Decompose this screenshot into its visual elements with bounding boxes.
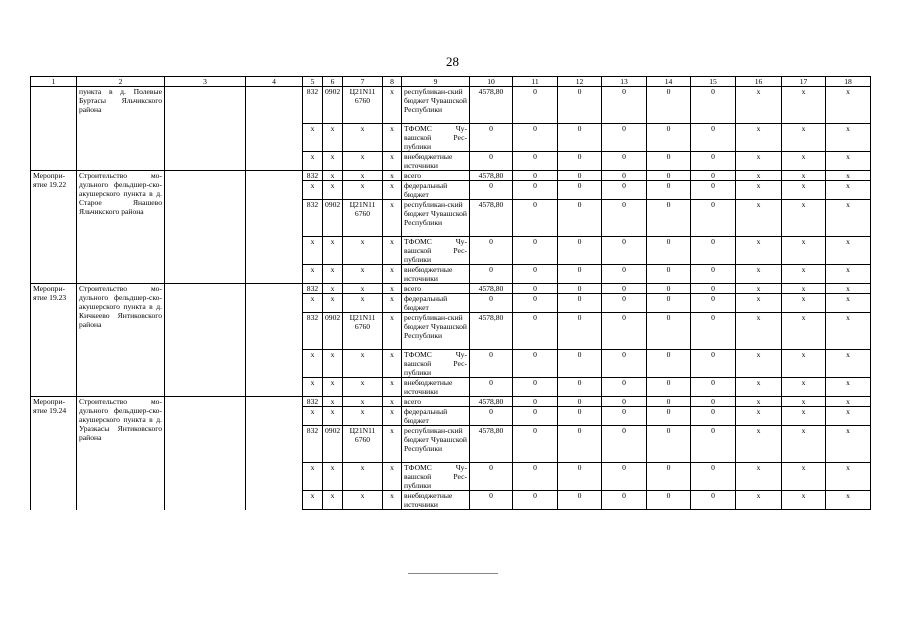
cell-c12: 0 xyxy=(558,378,602,397)
cell-c7: х xyxy=(343,397,383,407)
column-number: 7 xyxy=(343,77,383,87)
cell-c18: х xyxy=(826,87,871,124)
table-row xyxy=(31,87,871,124)
funding-source: федеральный бюджет xyxy=(402,294,470,313)
cell-c7: х xyxy=(343,124,383,152)
cell-c15: 0 xyxy=(691,171,736,181)
cell-c13: 0 xyxy=(602,294,647,313)
cell-c17: х xyxy=(782,181,826,200)
cell-c7: х xyxy=(343,463,383,491)
column-number: 2 xyxy=(77,77,165,87)
cell-c12: 0 xyxy=(558,407,602,426)
cell-c10: 0 xyxy=(470,124,513,152)
cell-c13: 0 xyxy=(602,237,647,265)
cell-c14: 0 xyxy=(647,181,691,200)
cell-c12: 0 xyxy=(558,463,602,491)
event-title: Строительство мо-дульного фельдшер-ско-акушерского пункта в д. Уразкасы Янтиковского района xyxy=(77,397,165,510)
cell-c16: х xyxy=(736,152,782,171)
cell-c14: 0 xyxy=(647,237,691,265)
empty-cell xyxy=(165,397,246,510)
cell-c7: Ц21N11 6760 xyxy=(343,313,383,350)
cell-c15: 0 xyxy=(691,181,736,200)
cell-c7: х xyxy=(343,491,383,510)
event-label: Меропри-ятие 19.23 xyxy=(31,284,77,397)
cell-c8: х xyxy=(383,350,402,378)
cell-c12: 0 xyxy=(558,491,602,510)
cell-c17: х xyxy=(782,237,826,265)
cell-c10: 4578,80 xyxy=(470,284,513,294)
budget-table xyxy=(30,76,871,510)
cell-c12: 0 xyxy=(558,350,602,378)
cell-c10: 4578,80 xyxy=(470,313,513,350)
cell-c5: х xyxy=(303,237,323,265)
cell-c12: 0 xyxy=(558,87,602,124)
cell-c16: х xyxy=(736,407,782,426)
cell-c10: 0 xyxy=(470,237,513,265)
empty-cell xyxy=(165,171,246,284)
cell-c14: 0 xyxy=(647,284,691,294)
cell-c12: 0 xyxy=(558,426,602,463)
cell-c14: 0 xyxy=(647,265,691,284)
cell-c8: х xyxy=(383,152,402,171)
cell-c18: х xyxy=(826,181,871,200)
cell-c13: 0 xyxy=(602,265,647,284)
cell-c12: 0 xyxy=(558,124,602,152)
cell-c12: 0 xyxy=(558,294,602,313)
cell-c7: х xyxy=(343,181,383,200)
cell-c14: 0 xyxy=(647,463,691,491)
cell-c18: х xyxy=(826,378,871,397)
cell-c15: 0 xyxy=(691,124,736,152)
cell-c12: 0 xyxy=(558,397,602,407)
cell-c11: 0 xyxy=(513,294,558,313)
footer-rule xyxy=(408,573,498,574)
column-number: 3 xyxy=(165,77,246,87)
cell-c6: 0902 xyxy=(323,426,343,463)
funding-source: федеральный бюджет xyxy=(402,407,470,426)
cell-c7: х xyxy=(343,152,383,171)
cell-c6: х xyxy=(323,284,343,294)
cell-c14: 0 xyxy=(647,407,691,426)
cell-c8: х xyxy=(383,200,402,237)
cell-c13: 0 xyxy=(602,407,647,426)
column-number: 14 xyxy=(647,77,691,87)
cell-c17: х xyxy=(782,87,826,124)
event-title: Строительство мо-дульного фельдшер-ско-акушерского пункта в д. Кичкеево Янтиковского района xyxy=(77,284,165,397)
cell-c5: 832 xyxy=(303,284,323,294)
empty-cell xyxy=(246,87,303,171)
cell-c10: 0 xyxy=(470,491,513,510)
cell-c17: х xyxy=(782,171,826,181)
cell-c14: 0 xyxy=(647,426,691,463)
cell-c12: 0 xyxy=(558,265,602,284)
cell-c13: 0 xyxy=(602,200,647,237)
cell-c14: 0 xyxy=(647,491,691,510)
cell-c18: х xyxy=(826,350,871,378)
cell-c5: х xyxy=(303,463,323,491)
cell-c16: х xyxy=(736,397,782,407)
cell-c5: х xyxy=(303,265,323,284)
cell-c11: 0 xyxy=(513,181,558,200)
cell-c5: х xyxy=(303,491,323,510)
cell-c8: х xyxy=(383,181,402,200)
cell-c16: х xyxy=(736,265,782,284)
column-header-row xyxy=(31,77,871,87)
cell-c16: х xyxy=(736,284,782,294)
cell-c8: х xyxy=(383,124,402,152)
cell-c8: х xyxy=(383,313,402,350)
cell-c7: х xyxy=(343,378,383,397)
cell-c13: 0 xyxy=(602,463,647,491)
funding-source: республикан-ский бюджет Чувашской Республики xyxy=(402,200,470,237)
funding-source: республикан-ский бюджет Чувашской Республики xyxy=(402,313,470,350)
cell-c16: х xyxy=(736,87,782,124)
column-number: 16 xyxy=(736,77,782,87)
cell-c6: х xyxy=(323,463,343,491)
cell-c15: 0 xyxy=(691,491,736,510)
cell-c6: х xyxy=(323,237,343,265)
column-number: 9 xyxy=(402,77,470,87)
cell-c11: 0 xyxy=(513,426,558,463)
funding-source: внебюджетные источники xyxy=(402,265,470,284)
cell-c17: х xyxy=(782,284,826,294)
cell-c17: х xyxy=(782,313,826,350)
cell-c7: х xyxy=(343,350,383,378)
cell-c13: 0 xyxy=(602,124,647,152)
empty-cell xyxy=(246,171,303,284)
cell-c11: 0 xyxy=(513,491,558,510)
cell-c10: 4578,80 xyxy=(470,87,513,124)
funding-source: ТФОМС Чу-вашской Рес-публики xyxy=(402,237,470,265)
cell-c17: х xyxy=(782,491,826,510)
cell-c8: х xyxy=(383,426,402,463)
cell-c16: х xyxy=(736,313,782,350)
cell-c15: 0 xyxy=(691,200,736,237)
cell-c5: х xyxy=(303,152,323,171)
cell-c18: х xyxy=(826,284,871,294)
cell-c5: х xyxy=(303,407,323,426)
cell-c15: 0 xyxy=(691,237,736,265)
cell-c17: х xyxy=(782,152,826,171)
cell-c13: 0 xyxy=(602,313,647,350)
cell-c7: х xyxy=(343,294,383,313)
cell-c11: 0 xyxy=(513,237,558,265)
table-row xyxy=(31,171,871,181)
cell-c15: 0 xyxy=(691,426,736,463)
cell-c16: х xyxy=(736,491,782,510)
cell-c14: 0 xyxy=(647,152,691,171)
cell-c17: х xyxy=(782,350,826,378)
cell-c6: х xyxy=(323,171,343,181)
cell-c14: 0 xyxy=(647,397,691,407)
cell-c16: х xyxy=(736,200,782,237)
cell-c8: х xyxy=(383,284,402,294)
table-row xyxy=(31,397,871,407)
cell-c10: 0 xyxy=(470,407,513,426)
cell-c10: 0 xyxy=(470,265,513,284)
cell-c18: х xyxy=(826,397,871,407)
cell-c10: 0 xyxy=(470,350,513,378)
cell-c11: 0 xyxy=(513,152,558,171)
cell-c14: 0 xyxy=(647,350,691,378)
cell-c16: х xyxy=(736,426,782,463)
cell-c11: 0 xyxy=(513,378,558,397)
cell-c18: х xyxy=(826,265,871,284)
cell-c8: х xyxy=(383,237,402,265)
cell-c11: 0 xyxy=(513,463,558,491)
empty-cell xyxy=(165,284,246,397)
funding-source: всего xyxy=(402,171,470,181)
cell-c18: х xyxy=(826,294,871,313)
cell-c6: х xyxy=(323,407,343,426)
cell-c16: х xyxy=(736,237,782,265)
cell-c8: х xyxy=(383,294,402,313)
cell-c15: 0 xyxy=(691,152,736,171)
column-number: 4 xyxy=(246,77,303,87)
column-number: 11 xyxy=(513,77,558,87)
cell-c18: х xyxy=(826,313,871,350)
funding-source: внебюджетные источники xyxy=(402,491,470,510)
cell-c13: 0 xyxy=(602,87,647,124)
cell-c14: 0 xyxy=(647,313,691,350)
cell-c18: х xyxy=(826,407,871,426)
cell-c13: 0 xyxy=(602,350,647,378)
cell-c7: х xyxy=(343,407,383,426)
cell-c7: х xyxy=(343,237,383,265)
event-title: пункта в д. Полевые Буртасы Яльчикского района xyxy=(77,87,165,171)
cell-c10: 0 xyxy=(470,294,513,313)
event-label: Меропри-ятие 19.24 xyxy=(31,397,77,510)
cell-c7: х xyxy=(343,171,383,181)
cell-c13: 0 xyxy=(602,397,647,407)
cell-c6: х xyxy=(323,294,343,313)
cell-c12: 0 xyxy=(558,200,602,237)
cell-c11: 0 xyxy=(513,124,558,152)
cell-c18: х xyxy=(826,463,871,491)
cell-c15: 0 xyxy=(691,313,736,350)
cell-c5: 832 xyxy=(303,200,323,237)
cell-c17: х xyxy=(782,426,826,463)
cell-c11: 0 xyxy=(513,171,558,181)
cell-c10: 0 xyxy=(470,378,513,397)
cell-c10: 0 xyxy=(470,181,513,200)
cell-c6: х xyxy=(323,397,343,407)
column-number: 12 xyxy=(558,77,602,87)
cell-c10: 4578,80 xyxy=(470,171,513,181)
cell-c16: х xyxy=(736,463,782,491)
cell-c10: 4578,80 xyxy=(470,200,513,237)
cell-c10: 4578,80 xyxy=(470,426,513,463)
cell-c12: 0 xyxy=(558,237,602,265)
cell-c17: х xyxy=(782,407,826,426)
empty-cell xyxy=(246,397,303,510)
cell-c8: х xyxy=(383,463,402,491)
cell-c12: 0 xyxy=(558,313,602,350)
cell-c11: 0 xyxy=(513,313,558,350)
cell-c11: 0 xyxy=(513,397,558,407)
cell-c13: 0 xyxy=(602,284,647,294)
cell-c5: 832 xyxy=(303,171,323,181)
cell-c10: 0 xyxy=(470,463,513,491)
empty-cell xyxy=(165,87,246,171)
cell-c17: х xyxy=(782,124,826,152)
funding-source: ТФОМС Чу-вашской Рес-публики xyxy=(402,350,470,378)
cell-c8: х xyxy=(383,87,402,124)
cell-c18: х xyxy=(826,426,871,463)
cell-c18: х xyxy=(826,124,871,152)
column-number: 8 xyxy=(383,77,402,87)
cell-c8: х xyxy=(383,265,402,284)
cell-c5: х xyxy=(303,378,323,397)
funding-source: республикан-ский бюджет Чувашской Республики xyxy=(402,87,470,124)
column-number: 18 xyxy=(826,77,871,87)
cell-c15: 0 xyxy=(691,294,736,313)
funding-source: всего xyxy=(402,397,470,407)
empty-cell xyxy=(246,284,303,397)
funding-source: федеральный бюджет xyxy=(402,181,470,200)
cell-c16: х xyxy=(736,171,782,181)
cell-c17: х xyxy=(782,463,826,491)
cell-c6: 0902 xyxy=(323,200,343,237)
cell-c11: 0 xyxy=(513,350,558,378)
cell-c5: 832 xyxy=(303,397,323,407)
cell-c16: х xyxy=(736,294,782,313)
cell-c7: Ц21N11 6760 xyxy=(343,426,383,463)
cell-c6: х xyxy=(323,350,343,378)
cell-c13: 0 xyxy=(602,152,647,171)
cell-c15: 0 xyxy=(691,265,736,284)
cell-c17: х xyxy=(782,378,826,397)
cell-c11: 0 xyxy=(513,200,558,237)
cell-c6: х xyxy=(323,181,343,200)
cell-c11: 0 xyxy=(513,284,558,294)
cell-c8: х xyxy=(383,491,402,510)
cell-c16: х xyxy=(736,181,782,200)
cell-c5: х xyxy=(303,350,323,378)
cell-c15: 0 xyxy=(691,284,736,294)
cell-c8: х xyxy=(383,171,402,181)
cell-c18: х xyxy=(826,491,871,510)
cell-c14: 0 xyxy=(647,87,691,124)
cell-c7: х xyxy=(343,284,383,294)
cell-c6: х xyxy=(323,491,343,510)
cell-c6: 0902 xyxy=(323,87,343,124)
page-number: 28 xyxy=(446,54,459,69)
cell-c6: х xyxy=(323,378,343,397)
funding-source: внебюджетные источники xyxy=(402,378,470,397)
funding-source: ТФОМС Чу-вашской Рес-публики xyxy=(402,124,470,152)
cell-c6: 0902 xyxy=(323,313,343,350)
cell-c13: 0 xyxy=(602,181,647,200)
cell-c8: х xyxy=(383,397,402,407)
cell-c13: 0 xyxy=(602,426,647,463)
cell-c18: х xyxy=(826,152,871,171)
cell-c5: 832 xyxy=(303,426,323,463)
cell-c5: 832 xyxy=(303,313,323,350)
cell-c5: х xyxy=(303,181,323,200)
cell-c13: 0 xyxy=(602,171,647,181)
event-label: Меропри-ятие 19.22 xyxy=(31,171,77,284)
cell-c5: 832 xyxy=(303,87,323,124)
funding-source: внебюджетные источники xyxy=(402,152,470,171)
column-number: 15 xyxy=(691,77,736,87)
cell-c8: х xyxy=(383,407,402,426)
column-number: 13 xyxy=(602,77,647,87)
cell-c17: х xyxy=(782,200,826,237)
cell-c7: Ц21N11 6760 xyxy=(343,200,383,237)
cell-c12: 0 xyxy=(558,181,602,200)
cell-c16: х xyxy=(736,378,782,397)
cell-c15: 0 xyxy=(691,407,736,426)
cell-c17: х xyxy=(782,294,826,313)
cell-c18: х xyxy=(826,171,871,181)
cell-c16: х xyxy=(736,124,782,152)
cell-c10: 0 xyxy=(470,152,513,171)
cell-c7: х xyxy=(343,265,383,284)
cell-c14: 0 xyxy=(647,200,691,237)
cell-c13: 0 xyxy=(602,491,647,510)
column-number: 5 xyxy=(303,77,323,87)
cell-c14: 0 xyxy=(647,124,691,152)
column-number: 10 xyxy=(470,77,513,87)
cell-c12: 0 xyxy=(558,284,602,294)
cell-c11: 0 xyxy=(513,265,558,284)
cell-c11: 0 xyxy=(513,87,558,124)
cell-c11: 0 xyxy=(513,407,558,426)
funding-source: республикан-ский бюджет Чувашской Республики xyxy=(402,426,470,463)
cell-c18: х xyxy=(826,200,871,237)
column-number: 17 xyxy=(782,77,826,87)
funding-source: ТФОМС Чу-вашской Рес-публики xyxy=(402,463,470,491)
cell-c5: х xyxy=(303,124,323,152)
cell-c14: 0 xyxy=(647,294,691,313)
cell-c18: х xyxy=(826,237,871,265)
cell-c8: х xyxy=(383,378,402,397)
cell-c15: 0 xyxy=(691,397,736,407)
cell-c17: х xyxy=(782,397,826,407)
cell-c15: 0 xyxy=(691,463,736,491)
cell-c5: х xyxy=(303,294,323,313)
cell-c10: 4578,80 xyxy=(470,397,513,407)
cell-c17: х xyxy=(782,265,826,284)
event-label xyxy=(31,87,77,171)
cell-c15: 0 xyxy=(691,350,736,378)
cell-c7: Ц21N11 6760 xyxy=(343,87,383,124)
event-title: Строительство мо-дульного фельдшер-ско-акушерского пункта в д. Старое Янашево Яльчикского района xyxy=(77,171,165,284)
funding-source: всего xyxy=(402,284,470,294)
cell-c15: 0 xyxy=(691,87,736,124)
column-number: 1 xyxy=(31,77,77,87)
cell-c16: х xyxy=(736,350,782,378)
cell-c14: 0 xyxy=(647,378,691,397)
cell-c14: 0 xyxy=(647,171,691,181)
cell-c12: 0 xyxy=(558,152,602,171)
table-row xyxy=(31,284,871,294)
cell-c6: х xyxy=(323,124,343,152)
cell-c13: 0 xyxy=(602,378,647,397)
cell-c6: х xyxy=(323,152,343,171)
cell-c6: х xyxy=(323,265,343,284)
column-number: 6 xyxy=(323,77,343,87)
cell-c15: 0 xyxy=(691,378,736,397)
cell-c12: 0 xyxy=(558,171,602,181)
